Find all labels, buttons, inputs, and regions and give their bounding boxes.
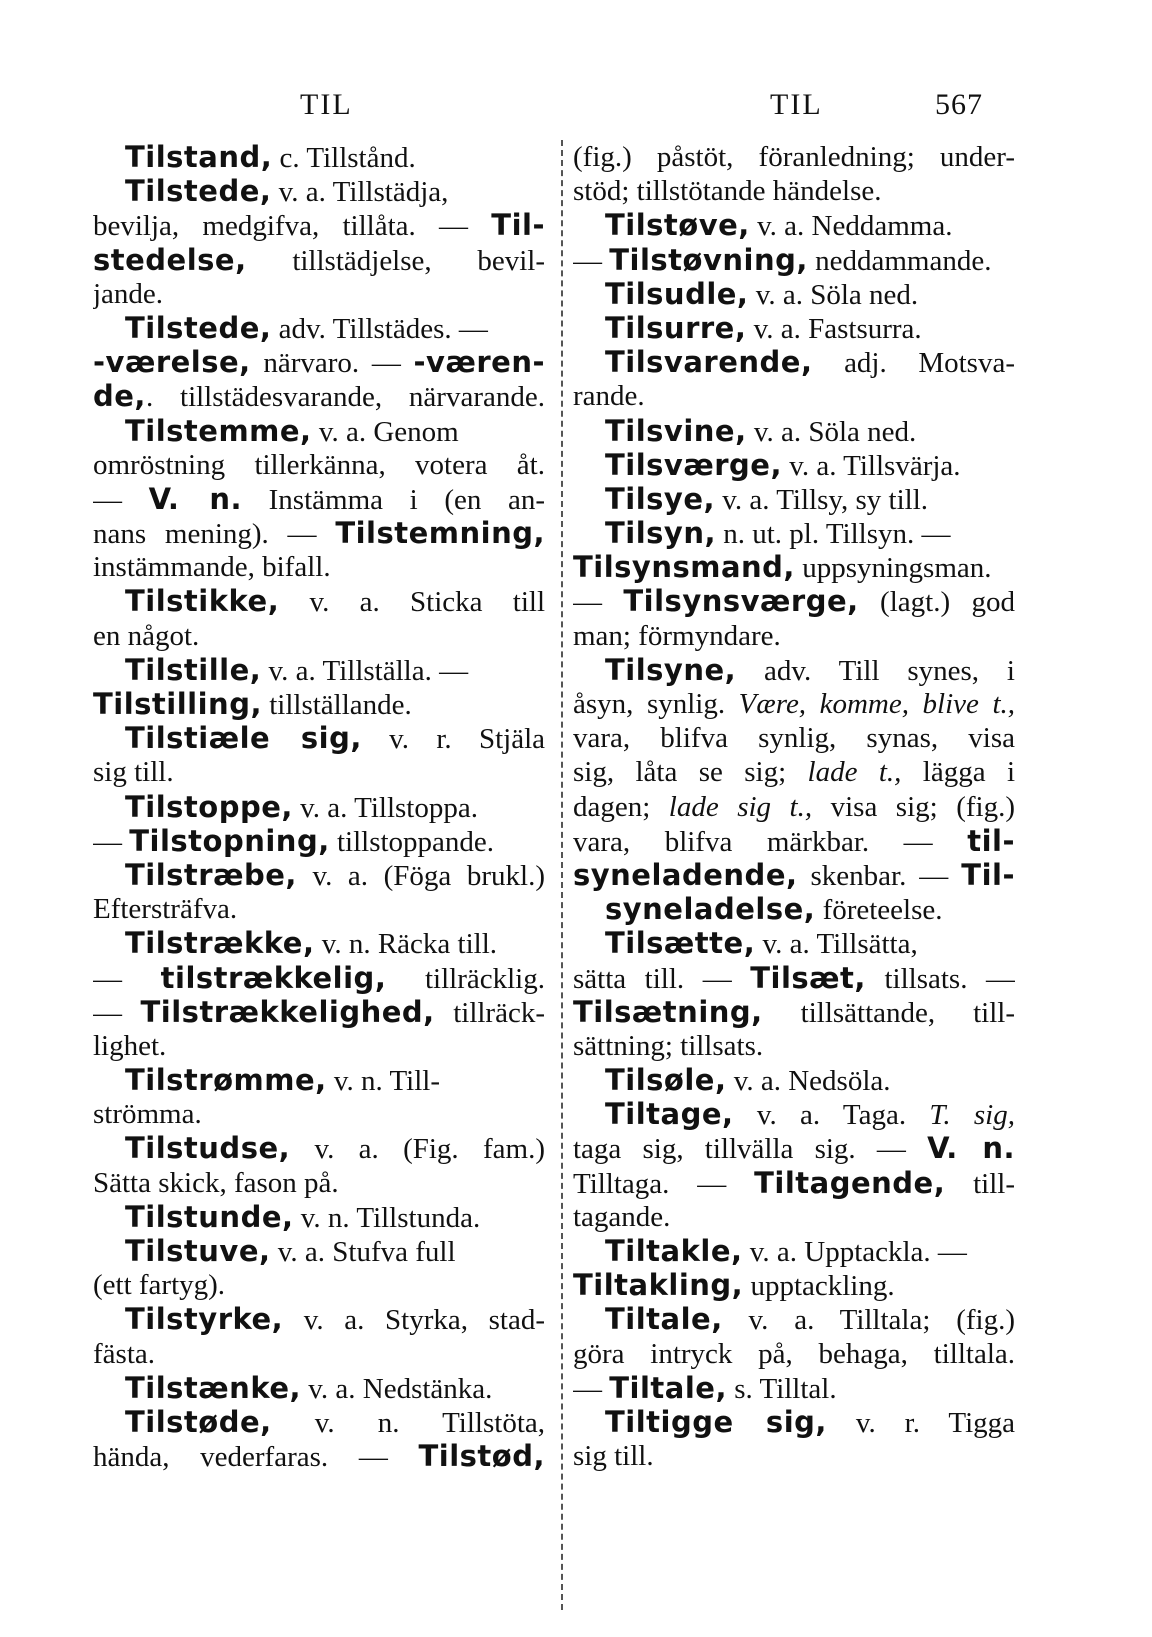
page-number: 567 <box>935 88 983 121</box>
headword: Tilstilling, <box>93 687 262 721</box>
entry-line <box>573 858 1015 892</box>
entry-line <box>573 174 1015 208</box>
definition-text: v. a. Fastsurra. <box>746 312 922 345</box>
entry-line <box>93 1268 545 1302</box>
definition-text: v. a. Tillsy, sy till. <box>715 483 929 516</box>
headword: Tilstrækkelighed, <box>140 994 435 1029</box>
headword: Tilstudse, <box>125 1131 291 1166</box>
entry-line <box>93 379 545 413</box>
definition-text: — <box>93 996 141 1029</box>
definition-text: adj. Motsva- <box>812 347 1015 380</box>
entry-line <box>93 1166 545 1200</box>
definition-text: göra intryck på, behaga, tilltala. <box>573 1337 1015 1370</box>
definition-text: adv. Tillstädes. — <box>271 312 488 345</box>
definition-text: strömma. <box>93 1098 202 1131</box>
headword: Til- <box>491 208 545 243</box>
definition-text: (ett fartyg). <box>93 1269 226 1302</box>
entry-line <box>573 1439 1015 1473</box>
definition-text: (fig.) påstöt, föranledning; under- <box>573 141 1015 173</box>
entry-line <box>93 448 545 482</box>
definition-text: taga sig, tillvälla sig. — <box>573 1133 928 1166</box>
entry-line <box>93 1371 545 1405</box>
definition-text: (lagt.) god <box>858 586 1015 619</box>
entry-line <box>93 824 545 858</box>
entry-line <box>573 1371 1015 1405</box>
definition-text: v. a. Tilltala; (fig.) <box>722 1304 1015 1337</box>
definition-text: sig till. <box>93 756 174 789</box>
entry-line <box>93 653 545 687</box>
headword: Tiltagende, <box>754 1165 946 1200</box>
entry-line <box>573 995 1015 1029</box>
entry-line <box>93 584 545 618</box>
definition-text: v. a. Nedsöla. <box>726 1065 891 1098</box>
entry-line <box>93 1302 545 1336</box>
entry-line <box>93 1097 545 1131</box>
definition-text: bevilja, medgifva, tillåta. — <box>93 210 492 243</box>
entry-line <box>93 995 545 1029</box>
entry-line <box>93 1063 545 1097</box>
entry-line <box>93 721 545 755</box>
entry-line <box>93 1234 545 1268</box>
entry-line <box>573 550 1015 584</box>
definition-text: lighet. <box>93 1029 167 1062</box>
definition-text: sig till. <box>573 1440 654 1473</box>
headword: til- <box>967 823 1015 858</box>
entry-line <box>93 1029 545 1063</box>
example-phrase: lade sig t., <box>668 790 813 823</box>
right-column <box>573 140 1015 1473</box>
headword: Tilstiæle sig, <box>125 721 362 756</box>
entry-line <box>93 619 545 653</box>
headword: Tiltale, <box>609 1370 727 1405</box>
definition-text: tillsättande, till- <box>762 996 1015 1029</box>
definition-text: v. n. Tillstunda. <box>293 1201 481 1234</box>
definition-text: — <box>573 586 624 619</box>
entry-line <box>93 516 545 550</box>
definition-text: v. n. Räcka till. <box>314 928 498 961</box>
entry-line <box>573 1097 1015 1131</box>
entry-line <box>573 619 1015 653</box>
definition-text: Eftersträfva. <box>93 893 238 926</box>
headword: Tilstemning, <box>335 516 545 551</box>
headword: Til- <box>961 857 1015 892</box>
entry-line <box>573 1337 1015 1371</box>
definition-text: v. a. Upptackla. — <box>742 1236 967 1268</box>
definition-text: v. a. (Fig. fam.) <box>290 1133 545 1166</box>
entry-line <box>93 1200 545 1234</box>
entry-line <box>573 1200 1015 1234</box>
entry-line <box>573 961 1015 995</box>
entry-line <box>93 311 545 345</box>
entry-line <box>93 1439 545 1473</box>
headword: Tilsynsværge, <box>623 584 859 619</box>
headword: Tilstikke, <box>125 584 280 619</box>
definition-text: tillräck- <box>434 996 545 1029</box>
entry-line <box>93 687 545 721</box>
entry-line <box>93 482 545 516</box>
definition-text: v. a. Tillstädja, <box>271 176 449 209</box>
definition-text: . tillstädesvarande, närvarande. <box>145 381 545 414</box>
headword: Tiltage, <box>605 1097 734 1132</box>
definition-text: visa sig; (fig.) <box>812 790 1015 823</box>
definition-text: tillräcklig. <box>386 962 545 995</box>
definition-text: v. a. Söla ned. <box>748 278 919 311</box>
column-divider <box>561 140 563 1610</box>
definition-text: stöd; tillstötande händelse. <box>573 175 882 208</box>
headword: Tilstunde, <box>125 1199 294 1234</box>
headword: Tilstede, <box>125 174 272 209</box>
entry-line <box>573 687 1015 721</box>
definition-text: v. a. Tillstoppa. <box>292 791 478 824</box>
entry-line <box>573 1131 1015 1165</box>
left-column <box>93 140 545 1473</box>
headword: de, <box>93 379 146 414</box>
headword: Tilstuve, <box>125 1234 271 1268</box>
entry-line <box>93 961 545 995</box>
definition-text: — <box>93 825 130 858</box>
headword: syneladende, <box>573 857 798 892</box>
definition-text: tagande. <box>573 1200 671 1233</box>
headword: Tilsværge, <box>605 447 782 482</box>
entry-line <box>573 243 1015 277</box>
entry-line <box>93 345 545 379</box>
definition-text: v. a. (Föga brukl.) <box>296 859 545 892</box>
definition-text: — <box>93 483 149 516</box>
definition-text: tillstoppande. <box>329 825 495 858</box>
headword: Tilsurre, <box>605 310 747 345</box>
headword: Tilstænke, <box>125 1370 302 1405</box>
definition-text: instämmande, bifall. <box>93 551 331 584</box>
definition-text: c. Tillstånd. <box>272 142 416 174</box>
entry-line <box>93 1405 545 1439</box>
entry-line <box>573 1405 1015 1439</box>
definition-text: tillställande. <box>261 689 412 721</box>
definition-text: v. a. Neddamma. <box>749 210 953 243</box>
definition-text: företeelse. <box>815 894 943 927</box>
headword: tilstrækkelig, <box>160 960 387 995</box>
headword: Tilsøle, <box>605 1063 727 1098</box>
entry-line <box>93 243 545 277</box>
definition-text: v. r. Tigga <box>826 1406 1015 1439</box>
definition-text: v. a. Styrka, stad- <box>283 1304 545 1337</box>
definition-text: adv. Till synes, i <box>736 654 1015 687</box>
headword: Tilstand, <box>125 140 273 174</box>
headword: V. n. <box>148 481 243 516</box>
headword: Tilstød, <box>418 1439 545 1474</box>
headword: Tiltakling, <box>573 1268 744 1303</box>
definition-text: omröstning tillerkänna, votera åt. <box>93 448 545 481</box>
headword: Tiltigge sig, <box>605 1404 827 1439</box>
definition-text: skenbar. — <box>797 859 962 892</box>
running-head-left: TIL <box>300 88 353 121</box>
headword: Tilstille, <box>125 652 262 687</box>
definition-text: v. r. Stjäla <box>361 723 545 756</box>
definition-text: v. a. Nedstänka. <box>301 1372 493 1405</box>
definition-text: hända, vederfaras. — <box>93 1441 419 1474</box>
definition-text: s. Tilltal. <box>726 1372 837 1405</box>
headword: Tilsvine, <box>605 413 747 448</box>
entry-line <box>93 926 545 960</box>
headword: Tilsyne, <box>605 652 737 687</box>
definition-text: — <box>573 244 610 277</box>
example-phrase: lade t., <box>807 756 902 789</box>
definition-text: v. a. Sticka till <box>279 586 545 619</box>
definition-text: Instämma i (en an- <box>242 483 545 516</box>
entry-line <box>573 892 1015 926</box>
entry-line <box>573 414 1015 448</box>
definition-text: sätta till. — <box>573 962 751 995</box>
entry-line <box>573 482 1015 516</box>
definition-text: åsyn, synlig. <box>573 688 739 720</box>
entry-line <box>93 1131 545 1165</box>
entry-line <box>573 1063 1015 1097</box>
entry-line <box>573 448 1015 482</box>
definition-text: v. a. Stufva full <box>270 1236 456 1268</box>
entry-line <box>93 414 545 448</box>
entry-line <box>93 755 545 789</box>
headword: Tilstemme, <box>125 413 312 448</box>
headword: Tilsudle, <box>605 276 749 311</box>
definition-text: v. n. Till- <box>326 1065 441 1098</box>
headword: Tilstøde, <box>125 1404 272 1439</box>
definition-text: v. a. Genom <box>311 415 459 448</box>
definition-text: rande. <box>573 380 645 413</box>
headword: -værelse, <box>93 345 251 380</box>
entry-line <box>573 1029 1015 1063</box>
entry-line <box>573 755 1015 789</box>
entry-line <box>573 345 1015 379</box>
headword: Tilstrømme, <box>125 1063 327 1098</box>
definition-text: — <box>93 962 161 995</box>
headword: Tilsvarende, <box>605 345 813 380</box>
headword: Tilstøvning, <box>609 242 808 277</box>
entry-line <box>93 277 545 311</box>
headword: Tilstrække, <box>125 926 315 961</box>
definition-text: nans mening). — <box>93 518 336 551</box>
definition-text: fästa. <box>93 1337 155 1370</box>
headword: Tilstræbe, <box>125 857 297 892</box>
entry-line <box>93 174 545 208</box>
headword: Tilsætte, <box>605 926 756 961</box>
entry-line <box>93 858 545 892</box>
headword: syneladelse, <box>605 892 816 927</box>
definition-text: man; förmyndare. <box>573 619 781 652</box>
definition-text: — <box>573 1372 610 1405</box>
definition-text: n. ut. pl. Tillsyn. — <box>716 518 951 551</box>
definition-text: sig, låta se sig; <box>573 756 808 789</box>
entry-line <box>573 824 1015 858</box>
definition-text: närvaro. — <box>250 347 414 380</box>
headword: stedelse, <box>93 242 247 277</box>
entry-line <box>93 140 545 174</box>
headword: Tilsæt, <box>750 960 866 995</box>
headword: V. n. <box>927 1131 1015 1166</box>
definition-text: neddammande. <box>807 244 992 277</box>
definition-text: v. a. Tillsätta, <box>755 928 918 961</box>
headword: Tilsye, <box>605 481 716 516</box>
headword: Tiltale, <box>605 1302 723 1337</box>
definition-text: till- <box>945 1167 1015 1200</box>
entry-line <box>573 584 1015 618</box>
definition-text: dagen; <box>573 790 669 823</box>
entry-line <box>573 1166 1015 1200</box>
entry-line <box>573 653 1015 687</box>
headword: Tilstøve, <box>605 208 750 243</box>
entry-line <box>573 1302 1015 1336</box>
definition-text: tillsats. — <box>865 962 1015 995</box>
entry-line <box>573 379 1015 413</box>
definition-text: en något. <box>93 619 200 652</box>
definition-text: v. n. Tillstöta, <box>271 1406 545 1439</box>
running-head-right: TIL <box>770 88 823 121</box>
entry-line <box>573 790 1015 824</box>
entry-line <box>93 1337 545 1371</box>
definition-text: sättning; tillsats. <box>573 1029 764 1062</box>
headword: Tilstoppe, <box>125 789 293 824</box>
entry-line <box>573 311 1015 345</box>
headword: Tilsætning, <box>573 994 763 1029</box>
entry-line <box>573 1234 1015 1268</box>
entry-line <box>573 140 1015 174</box>
entry-line <box>93 790 545 824</box>
headword: Tilsyn, <box>605 516 716 551</box>
headword: Tiltakle, <box>605 1234 743 1268</box>
entry-line <box>573 208 1015 242</box>
definition-text: vara, blifva synlig, synas, visa <box>573 722 1015 755</box>
definition-text: v. a. Taga. <box>733 1099 930 1132</box>
entry-line <box>573 516 1015 550</box>
definition-text: jande. <box>93 277 164 310</box>
entry-line <box>573 277 1015 311</box>
definition-text: v. a. Tillställa. — <box>261 654 469 687</box>
definition-text: tillstädjelse, bevil- <box>246 244 545 277</box>
entry-line <box>573 926 1015 960</box>
definition-text: Tilltaga. — <box>573 1167 755 1200</box>
definition-text: v. a. Söla ned. <box>746 415 917 448</box>
entry-line <box>93 208 545 242</box>
entry-line <box>573 1268 1015 1302</box>
definition-text: lägga i <box>901 756 1015 789</box>
definition-text: vara, blifva märkbar. — <box>573 825 968 858</box>
definition-text: upptackling. <box>743 1270 895 1303</box>
entry-line <box>93 892 545 926</box>
example-phrase: Være, komme, blive t., <box>738 688 1015 720</box>
headword: Tilsynsmand, <box>573 550 795 585</box>
headword: Tilstede, <box>125 310 272 345</box>
definition-text: v. a. Tillsvärja. <box>781 449 961 482</box>
definition-text: Sätta skick, fason på. <box>93 1166 339 1199</box>
entry-line <box>573 721 1015 755</box>
headword: -væren- <box>413 345 545 380</box>
definition-text: uppsyningsman. <box>794 552 992 585</box>
headword: Tilstopning, <box>129 823 330 858</box>
headword: Tilstyrke, <box>125 1302 284 1337</box>
entry-line <box>93 550 545 584</box>
example-phrase: T. sig, <box>929 1099 1015 1132</box>
